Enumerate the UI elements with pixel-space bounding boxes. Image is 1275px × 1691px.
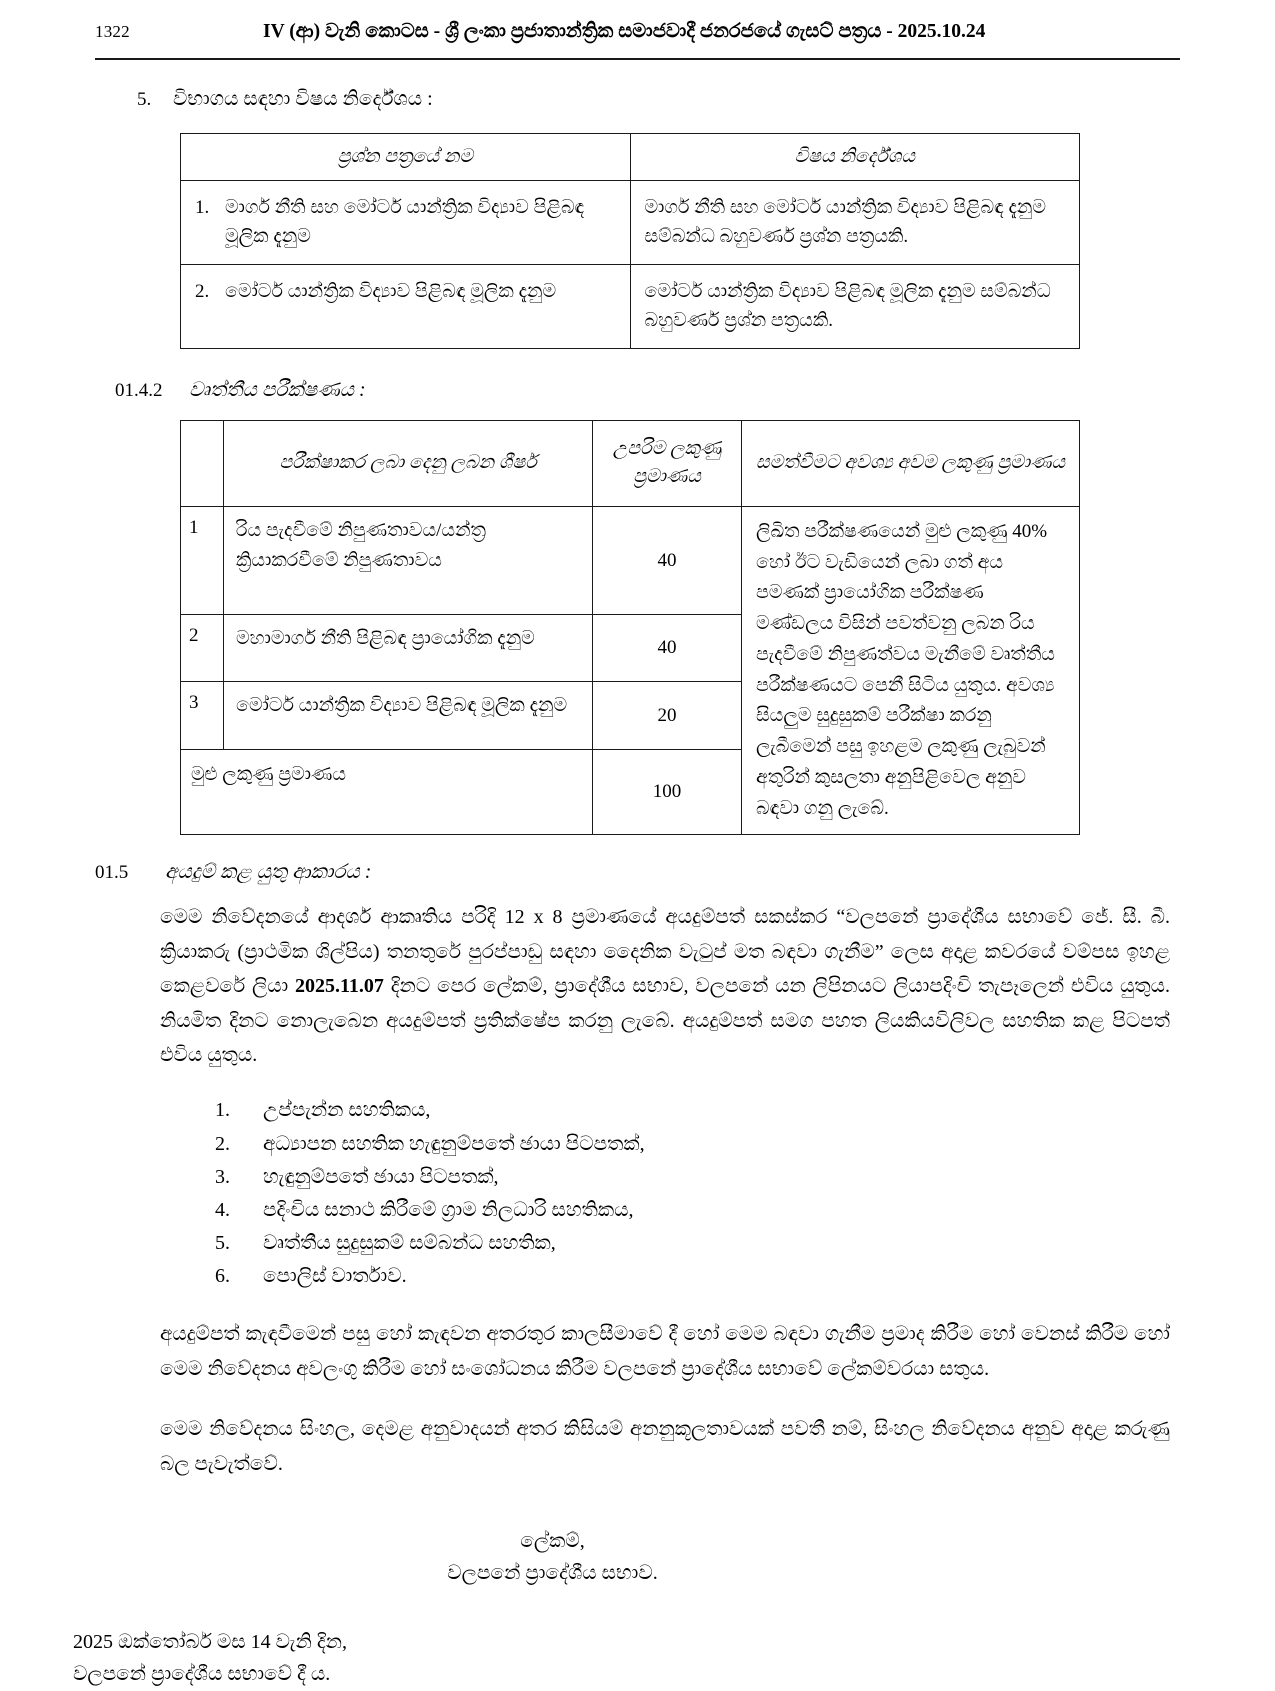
section-01-4-2-heading: [95, 379, 1180, 402]
subjects-table-body: [181, 181, 1080, 349]
application-instructions-paragraph: [95, 900, 1180, 1072]
marks-table-body: [181, 420, 1080, 835]
paper-name-cell: [181, 181, 631, 265]
assessment-marks: 40: [593, 615, 742, 682]
paper-name-text: මෝටර් යාන්ත්‍රික විද්‍යාව පිළිබඳ මූලික දැනුම: [225, 280, 557, 302]
assessment-title: මහාමාර්ග නීති පිළිබඳ ප්‍රායෝගික දැනුම: [224, 615, 593, 682]
section-5-text: විභාගය සඳහා විෂය නිර්දේශය :: [173, 88, 433, 110]
column-header-syllabus: විෂය නිර්දේශය: [630, 134, 1080, 181]
list-item-number: 6.: [215, 1265, 230, 1288]
pass-criteria-text: ලිඛිත පරීක්ෂණයෙන් මුළු ලකුණු 40% හෝ ඊට වැඩියෙන් ලබා ගත් අය පමණක් ප්‍රායෝගික පරීක්ෂණ මණ්ඩලය විසින් පවත්වනු ලබන රිය පැදවීමේ නිපුණත්වය මැනීමේ වෘත්තීය පරීක්ෂණයට පෙනී සිටිය යුතුය. අවශ්‍ය සියලුම සුදුසුකම් පරීක්ෂා කරනු ලැබීමෙන් පසු ඉහළම ලකුණු ලැබුවන් අතුරින් කුසලතා අනුපිළිවෙල අනුව බඳවා ගනු ලැබේ.: [742, 506, 1080, 835]
list-item-label: හැඳුනුම්පතේ ඡායා පිටපතක්,: [263, 1165, 499, 1188]
subjects-table: [180, 133, 1080, 349]
list-item-label: පදිංචිය සනාථ කිරීමේ ග්‍රාම නිලධාරි සහතිකය,: [263, 1198, 634, 1221]
list-item: [215, 1227, 1180, 1260]
list-item: [215, 1194, 1180, 1227]
list-item-number: 5.: [215, 1232, 230, 1255]
application-instructions-part-2: දිනට පෙර ලේකම්, ප්‍රාදේශීය සභාව, වලපනේ යන ලිපිනයට ලියාපදිංචි තැපෑලෙන් එවිය යුතුය. නියමිත දිනට නොලැබෙන අයදුම්පත් ප්‍රතික්ෂේප කරනු ලැබේ. අයදුම්පත් සමග පහත ලියකියවිලිවල සහතික කළ පිටපත් එවිය යුතුය.: [160, 975, 1170, 1066]
table-header-row: [181, 420, 1080, 506]
column-header-title: පරීක්ෂාකර ලබා දෙනු ලබන ශීර්ෂ: [224, 420, 593, 506]
column-header-max-marks: උපරිම ලකුණු ප්‍රමාණය: [593, 420, 742, 506]
gazette-page: [0, 20, 1275, 1686]
table-row: [181, 181, 1080, 265]
column-header-pass-criteria: සමත්වීමට අවශ්‍ය අවම ලකුණු ප්‍රමාණය: [742, 420, 1080, 506]
assessment-marks: 20: [593, 682, 742, 749]
column-header-index: [181, 420, 224, 506]
list-item: [215, 1161, 1180, 1194]
row-index: 2.: [195, 280, 210, 302]
assessment-marks: 40: [593, 506, 742, 615]
assessment-title: මෝටර් යාන්ත්‍රික විද්‍යාව පිළිබඳ මූලික දැනුම: [224, 682, 593, 749]
page-number: 1322: [95, 22, 130, 41]
signatory-title: ලේකම්,: [520, 1530, 585, 1553]
section-5-heading: [95, 88, 1180, 111]
section-01-5-heading: [95, 861, 1180, 884]
list-item-number: 1.: [215, 1099, 230, 1122]
header-divider: [95, 58, 1180, 60]
section-01-4-2-text: වෘත්තීය පරීක්ෂණය :: [189, 378, 366, 401]
table-row: [181, 264, 1080, 348]
date-block: [73, 1626, 1180, 1691]
syllabus-cell: මාර්ග නීති සහ මෝටර් යාන්ත්‍රික විද්‍යාව පිළිබඳ දැනුම සම්බන්ධ බහුවර්ණ ප්‍රශ්න පත්‍රයකි.: [630, 181, 1080, 265]
row-index: 2: [181, 615, 224, 682]
section-01-5-number: 01.5: [95, 862, 129, 884]
page-header: [95, 20, 1180, 66]
paper-name-cell: [181, 264, 631, 348]
application-instructions-part-1: මෙම නිවේදනයේ ආදර්ශ ආකෘතිය පරිදි 12 x 8 ප්‍රමාණයේ අයදුම්පත් සකස්කර “වලපනේ ප්‍රාදේශීය සභාවේ ජේ. සී. බී. ක්‍රියාකරු (ප්‍රාථමික ශිල්පිය) තනතුරේ පුරප්පාඩු සඳහා දෛනික වැටුප් මත බඳවා ගැනීම” ලෙස අදාළ කවරයේ වම්පස ඉහළ කෙළවරේ ලියා: [160, 906, 1170, 998]
signature-block: [95, 1525, 1180, 1590]
application-deadline-date: 2025.11.07: [295, 975, 384, 998]
amendment-rights-paragraph: අයදුම්පත් කැඳවීමෙන් පසු හෝ කැඳවන අතරතුර කාලසීමාවේ දී හෝ මෙම බඳවා ගැනීම ප්‍රමාද කිරීම හෝ වෙනස් කිරීම හෝ මෙම නිවේදනය අවලංගු කිරීම හෝ සංශෝධනය කිරීම වලපනේ ප්‍රාදේශීය සභාවේ ලේකම්වරයා සතුය.: [160, 1323, 1170, 1380]
list-item-label: උප්පැන්න සහතිකය,: [263, 1099, 431, 1122]
list-item-number: 2.: [215, 1132, 230, 1155]
row-index: 1: [181, 506, 224, 615]
table-row: [181, 506, 1080, 615]
numbered-cell: [195, 193, 616, 252]
section-01-5-text: අයදුම් කළ යුතු ආකාරය :: [165, 861, 372, 884]
page-body: [73, 88, 1180, 1691]
section-5-number: 5.: [137, 89, 152, 110]
list-item: [215, 1128, 1180, 1161]
column-header-paper-name: ප්‍රශ්න පත්‍රයේ නම: [181, 134, 631, 181]
syllabus-cell: මෝටර් යාන්ත්‍රික විද්‍යාව පිළිබඳ මූලික දැනුම සම්බන්ධ බහුවර්ණ ප්‍රශ්න පත්‍රයකි.: [630, 264, 1080, 348]
subjects-table-head: [181, 134, 1080, 181]
numbered-cell: [195, 277, 616, 306]
paper-name-text: මාර්ග නීති සහ මෝටර් යාන්ත්‍රික විද්‍යාව පිළිබඳ මූලික දැනුම: [225, 197, 585, 248]
list-item-number: 4.: [215, 1198, 230, 1221]
signatory-office: වලපනේ ප්‍රාදේශීය සභාව.: [447, 1562, 658, 1585]
list-item-label: වෘත්තීය සුදුසුකම් සම්බන්ධ සහතික,: [263, 1232, 556, 1255]
marks-table: [180, 420, 1080, 836]
total-label: මුළු ලකුණු ප්‍රමාණය: [181, 749, 593, 835]
header-row: [95, 20, 1180, 54]
list-item: [215, 1094, 1180, 1127]
language-precedence-paragraph: මෙම නිවේදනය සිංහල, දෙමළ අනුවාදයන් අතර කිසියම් අනනුකූලතාවයක් පවතී නම්, සිංහල නිවේදනය අනුව අදාළ කරුණු බල පැවැත්වේ.: [160, 1418, 1170, 1475]
list-item-label: අධ්‍යාපන සහතික හැඳුනුම්පතේ ඡායා පිටපතක්,: [263, 1132, 645, 1155]
row-index: 1.: [195, 197, 210, 218]
row-index: 3: [181, 682, 224, 749]
section-01-4-2-number: 01.4.2: [115, 379, 163, 401]
issue-place: වලපනේ ප්‍රාදේශීය සභාවේ දී ය.: [73, 1663, 331, 1686]
assessment-title: රිය පැදවීමේ නිපුණතාවය/යන්ත්‍ර ක්‍රියාකරවීමේ නිපුණතාවය: [224, 506, 593, 615]
issue-date: 2025 ඔක්තෝබර් මස 14 වැනි දින,: [73, 1630, 347, 1653]
list-item: [215, 1260, 1180, 1293]
required-documents-list: [95, 1094, 1180, 1293]
gazette-title: IV (ආ) වැනි කොටස - ශ්‍රී ලංකා ප්‍රජාතාන්ත්‍රික සමාජවාදී ජනරජයේ ගැසට් පත්‍රය - 2025.10.24: [263, 21, 986, 42]
table-header-row: [181, 134, 1080, 181]
list-item-number: 3.: [215, 1165, 230, 1188]
list-item-label: පොලිස් වාර්තාව.: [263, 1265, 407, 1288]
total-marks: 100: [593, 749, 742, 835]
